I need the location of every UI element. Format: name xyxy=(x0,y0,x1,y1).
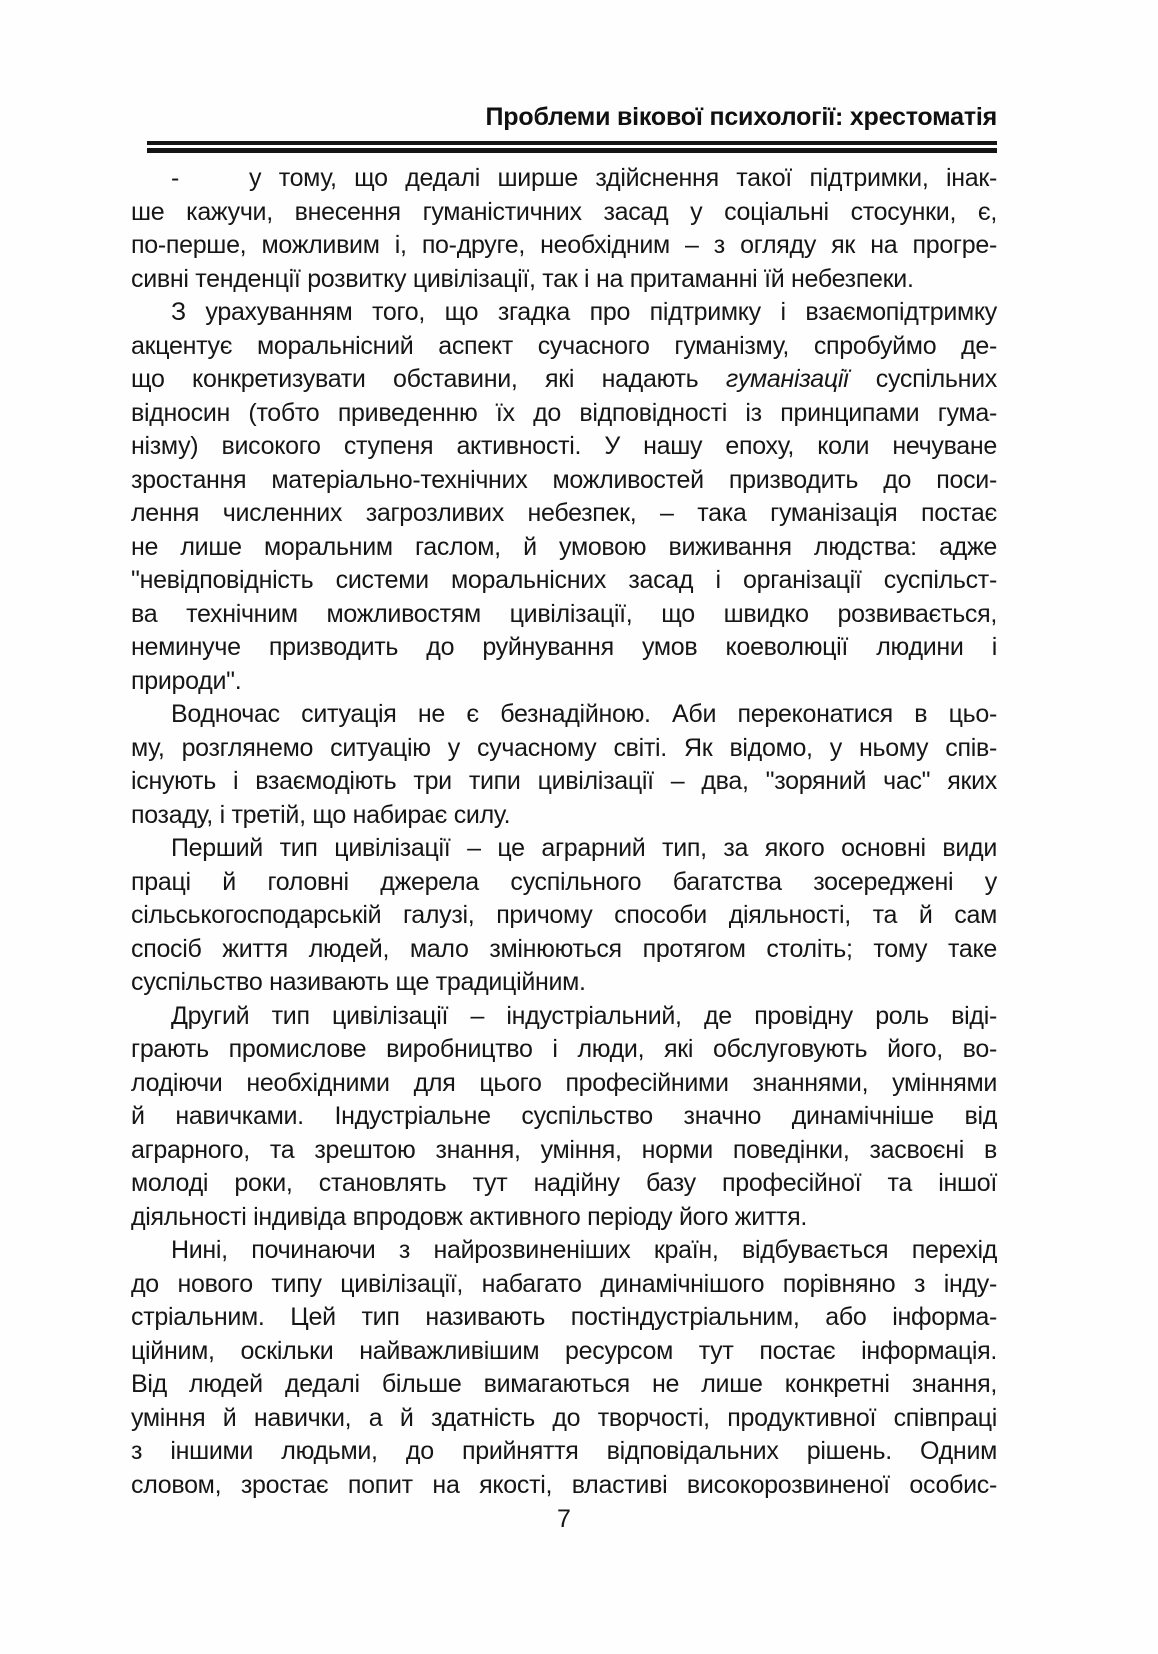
text-line xyxy=(131,765,997,799)
text-line xyxy=(131,799,997,833)
text-segment: неминуче призводить до руйнування умов коеволюції людини і xyxy=(131,633,997,661)
text-line xyxy=(131,966,997,1000)
paragraph xyxy=(131,162,997,296)
body-text xyxy=(131,162,997,1502)
text-line xyxy=(131,1067,997,1101)
text-segment: з іншими людьми, до прийняття відповідальних рішень. Одним xyxy=(131,1437,997,1465)
running-header xyxy=(131,102,997,132)
text-segment: позаду, і третій, що набирає силу. xyxy=(131,800,511,829)
text-segment: спосіб життя людей, мало змінюються протягом століть; тому таке xyxy=(131,934,997,963)
text-line xyxy=(131,1435,997,1469)
text-line xyxy=(131,598,997,632)
text-segment: уміння й навички, а й здатність до творчості, продуктивної співпраці xyxy=(131,1403,997,1432)
text-segment: й навичками. Індустріальне суспільство значно динамічніше від xyxy=(131,1102,997,1130)
text-line xyxy=(131,430,997,464)
header-title: Проблеми вікової психології: хрестоматія xyxy=(485,103,997,131)
text-line xyxy=(131,296,997,330)
text-segment: акцентує моральнісний аспект сучасного гуманізму, спробуймо де- xyxy=(131,331,997,360)
text-segment: природи". xyxy=(131,666,242,695)
text-line xyxy=(131,162,997,196)
text-line xyxy=(131,933,997,967)
text-segment: праці й головні джерела суспільного багатства зосереджені у xyxy=(131,867,997,896)
paragraph xyxy=(131,832,997,1000)
text-line xyxy=(131,531,997,565)
text-line xyxy=(131,1167,997,1201)
text-line xyxy=(131,1033,997,1067)
text-segment: лодіючи необхідними для цього професійними знаннями, уміннями xyxy=(131,1068,997,1097)
text-segment: ва технічним можливостям цивілізації, що швидко розвивається, xyxy=(131,599,997,628)
text-segment: відносин (тобто приведенню їх до відповідності із принципами гума- xyxy=(131,398,997,427)
text-segment: діяльності індивіда впродовж активного періоду його життя. xyxy=(131,1202,808,1231)
text-segment: ційним, оскільки найважливішим ресурсом тут постає інформація. xyxy=(131,1336,997,1365)
text-line xyxy=(131,832,997,866)
text-line xyxy=(131,564,997,598)
text-line xyxy=(131,196,997,230)
page-content xyxy=(131,0,997,1534)
paragraph xyxy=(131,1234,997,1502)
text-segment: сивні тенденції розвитку цивілізації, так і на притаманні їй небезпеки. xyxy=(131,264,914,293)
text-line xyxy=(131,397,997,431)
paragraph xyxy=(131,698,997,832)
text-segment: Водночас ситуація не є безнадійною. Аби переконатися в цьо- xyxy=(171,700,997,728)
text-line xyxy=(131,229,997,263)
text-segment: по-перше, можливим і, по-друге, необхідним – з огляду як на прогре- xyxy=(131,231,997,259)
text-segment: З урахуванням того, що згадка про підтримку і взаємопідтримку xyxy=(171,298,997,326)
text-line xyxy=(131,330,997,364)
text-line xyxy=(131,1301,997,1335)
text-line xyxy=(131,732,997,766)
text-segment: Нині, починаючи з найрозвиненіших країн, відбувається перехід xyxy=(171,1236,997,1264)
text-line xyxy=(131,1402,997,1436)
text-segment: існують і взаємодіють три типи цивілізації – два, "зоряний час" яких xyxy=(131,767,997,795)
text-segment: суспільство називають ще традиційним. xyxy=(131,968,586,996)
text-segment: сільськогосподарській галузі, причому способи діяльності, та й сам xyxy=(131,901,997,929)
text-line xyxy=(131,1368,997,1402)
text-line xyxy=(131,1201,997,1235)
text-line xyxy=(131,1469,997,1503)
text-line xyxy=(131,497,997,531)
text-segment: му, розглянемо ситуацію у сучасному світі. Як відомо, у ньому спів- xyxy=(131,733,997,762)
text-line xyxy=(131,464,997,498)
text-segment: "невідповідність системи моральнісних засад і організації суспільст- xyxy=(131,566,997,594)
text-line xyxy=(131,1000,997,1034)
text-segment: Другий тип цивілізації – індустріальний, де провідну роль віді- xyxy=(171,1001,997,1030)
text-segment: словом, зростає попит на якості, властиві високорозвиненої особис- xyxy=(131,1470,997,1499)
paragraph xyxy=(131,1000,997,1235)
text-line xyxy=(131,1134,997,1168)
text-segment: не лише моральним гаслом, й умовою виживання людства: адже xyxy=(131,532,997,561)
header-divider-rule xyxy=(147,141,997,153)
text-line xyxy=(131,1100,997,1134)
text-line xyxy=(131,698,997,732)
text-line xyxy=(131,363,997,397)
text-segment: Від людей дедалі більше вимагаються не лише конкретні знання, xyxy=(131,1370,997,1398)
text-line xyxy=(131,263,997,297)
text-segment: аграрного, та зрештою знання, уміння, норми поведінки, засвоєні в xyxy=(131,1135,997,1164)
text-segment: нізму) високого ступеня активності. У нашу епоху, коли нечуване xyxy=(131,432,997,460)
text-segment: лення численних загрозливих небезпек, – така гуманізація постає xyxy=(131,499,997,527)
text-segment: що конкретизувати обставини, які надають xyxy=(131,365,726,393)
text-segment: ше кажучи, внесення гуманістичних засад у соціальні стосунки, є, xyxy=(131,197,997,226)
text-line xyxy=(131,866,997,900)
text-segment: молоді роки, становлять тут надійну базу професійної та іншої xyxy=(131,1169,997,1197)
italic-text: гуманізації xyxy=(725,365,849,393)
text-segment: - у тому, що дедалі ширше здійснення такої підтримки, інак- xyxy=(171,164,997,192)
text-segment: до нового типу цивілізації, набагато динамічнішого порівняно з інду- xyxy=(131,1269,997,1298)
text-segment: суспільних xyxy=(848,365,998,393)
text-line xyxy=(131,631,997,665)
text-line xyxy=(131,1335,997,1369)
paragraph xyxy=(131,296,997,698)
text-segment: Перший тип цивілізації – це аграрний тип, за якого основні види xyxy=(171,834,997,862)
page-number: 7 xyxy=(557,1505,571,1533)
text-segment: грають промислове виробництво і люди, які обслуговують його, во- xyxy=(131,1035,997,1063)
text-line xyxy=(131,899,997,933)
text-line xyxy=(131,1268,997,1302)
text-segment: зростання матеріально-технічних можливостей призводить до поси- xyxy=(131,465,997,494)
text-line xyxy=(131,665,997,699)
text-line xyxy=(131,1234,997,1268)
text-segment: стріальним. Цей тип називають постіндустріальним, або інформа- xyxy=(131,1303,997,1331)
